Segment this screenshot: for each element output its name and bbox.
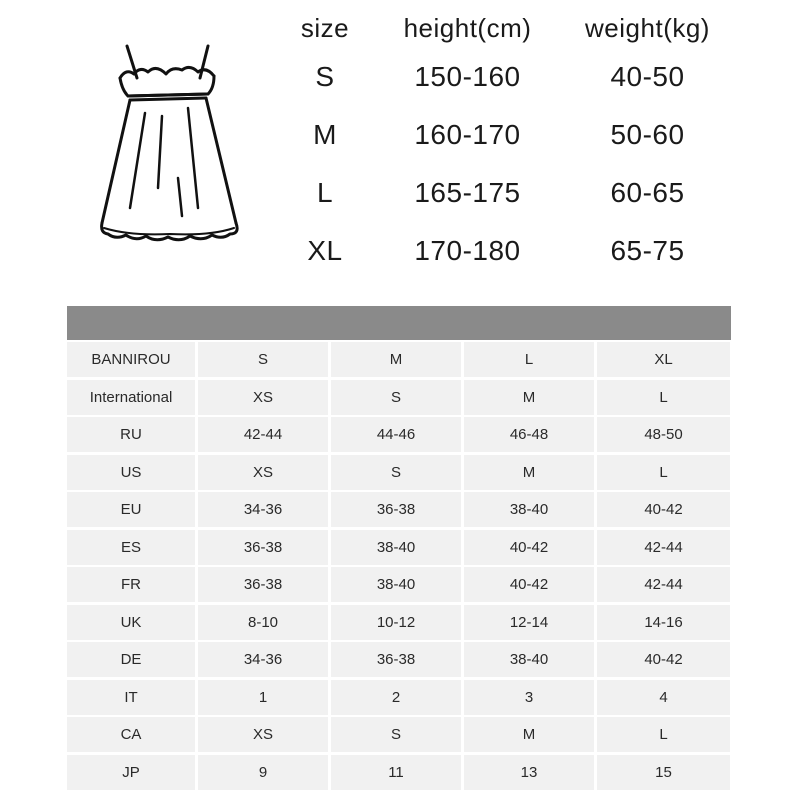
- size-value-cell: S: [331, 717, 461, 752]
- size-system-label: RU: [67, 417, 195, 452]
- size-system-label: ES: [67, 530, 195, 565]
- size-value-cell: 1: [198, 680, 328, 715]
- weight-value: 40-50: [610, 61, 685, 92]
- size-system-label: IT: [67, 680, 195, 715]
- size-value-cell: 9: [198, 755, 328, 790]
- size-value-cell: 40-42: [464, 567, 594, 602]
- table-row: [67, 380, 731, 415]
- size-value: XL: [307, 235, 343, 266]
- size-system-label: FR: [67, 567, 195, 602]
- table-row: [67, 530, 731, 565]
- size-value-cell: 42-44: [597, 530, 730, 565]
- header-height: height(cm): [403, 12, 532, 43]
- size-value-cell: 4: [597, 680, 730, 715]
- size-value-cell: 34-36: [198, 492, 328, 527]
- weight-value: 50-60: [610, 119, 685, 150]
- size-value-cell: S: [198, 342, 328, 377]
- table-row: [67, 492, 731, 527]
- size-system-label: US: [67, 455, 195, 490]
- table-row: [67, 642, 731, 677]
- size-value-cell: 36-38: [331, 492, 461, 527]
- table-row: [67, 567, 731, 602]
- size-value-cell: M: [464, 380, 594, 415]
- size-value-cell: M: [331, 342, 461, 377]
- table-row: [67, 755, 731, 790]
- size-value-cell: 48-50: [597, 417, 730, 452]
- size-value-cell: XS: [198, 380, 328, 415]
- top-table-row: [270, 164, 740, 222]
- size-value: M: [313, 119, 337, 150]
- top-table-row: [270, 48, 740, 106]
- size-value-cell: L: [597, 380, 730, 415]
- size-system-label: UK: [67, 605, 195, 640]
- size-value-cell: 38-40: [331, 567, 461, 602]
- size-value-cell: 44-46: [331, 417, 461, 452]
- size-value-cell: 40-42: [597, 492, 730, 527]
- slip-dress-icon: [90, 38, 250, 258]
- height-value: 165-175: [414, 177, 521, 208]
- table-header-bar: [67, 306, 731, 340]
- size-value-cell: XL: [597, 342, 730, 377]
- size-value-cell: 36-38: [198, 567, 328, 602]
- table-row: [67, 605, 731, 640]
- size-value-cell: XS: [198, 455, 328, 490]
- size-value-cell: 8-10: [198, 605, 328, 640]
- size-value-cell: 11: [331, 755, 461, 790]
- height-value: 170-180: [414, 235, 521, 266]
- size-value-cell: 38-40: [464, 642, 594, 677]
- size-value-cell: S: [331, 455, 461, 490]
- header-weight: weight(kg): [585, 12, 710, 43]
- table-row: [67, 680, 731, 715]
- top-table-row: [270, 222, 740, 280]
- height-value: 150-160: [414, 61, 521, 92]
- size-value-cell: XS: [198, 717, 328, 752]
- table-row: [67, 342, 731, 377]
- top-table-header: [270, 8, 740, 48]
- size-value-cell: S: [331, 380, 461, 415]
- size-value-cell: 42-44: [597, 567, 730, 602]
- size-value-cell: 38-40: [331, 530, 461, 565]
- size-value-cell: 46-48: [464, 417, 594, 452]
- table-row: [67, 717, 731, 752]
- size-conversion-table: [67, 342, 731, 792]
- size-value-cell: 3: [464, 680, 594, 715]
- size-value-cell: M: [464, 717, 594, 752]
- size-value-cell: 15: [597, 755, 730, 790]
- size-value-cell: 36-38: [331, 642, 461, 677]
- table-row: [67, 417, 731, 452]
- size-system-label: CA: [67, 717, 195, 752]
- size-value-cell: 12-14: [464, 605, 594, 640]
- size-value-cell: 36-38: [198, 530, 328, 565]
- size-value-cell: 10-12: [331, 605, 461, 640]
- height-value: 160-170: [414, 119, 521, 150]
- size-value-cell: 14-16: [597, 605, 730, 640]
- size-value-cell: 42-44: [198, 417, 328, 452]
- size-value-cell: 2: [331, 680, 461, 715]
- size-value: S: [315, 61, 335, 92]
- size-value-cell: 34-36: [198, 642, 328, 677]
- size-system-label: International: [67, 380, 195, 415]
- size-value-cell: L: [464, 342, 594, 377]
- size-value-cell: 38-40: [464, 492, 594, 527]
- size-system-label: BANNIROU: [67, 342, 195, 377]
- height-weight-table: [270, 8, 740, 280]
- size-system-label: EU: [67, 492, 195, 527]
- header-size: size: [300, 12, 350, 43]
- size-system-label: DE: [67, 642, 195, 677]
- weight-value: 60-65: [610, 177, 685, 208]
- top-table-row: [270, 106, 740, 164]
- size-value-cell: 40-42: [597, 642, 730, 677]
- size-value: L: [316, 177, 334, 208]
- size-value-cell: L: [597, 455, 730, 490]
- size-value-cell: 40-42: [464, 530, 594, 565]
- size-system-label: JP: [67, 755, 195, 790]
- weight-value: 65-75: [610, 235, 685, 266]
- size-value-cell: M: [464, 455, 594, 490]
- size-value-cell: 13: [464, 755, 594, 790]
- size-value-cell: L: [597, 717, 730, 752]
- table-row: [67, 455, 731, 490]
